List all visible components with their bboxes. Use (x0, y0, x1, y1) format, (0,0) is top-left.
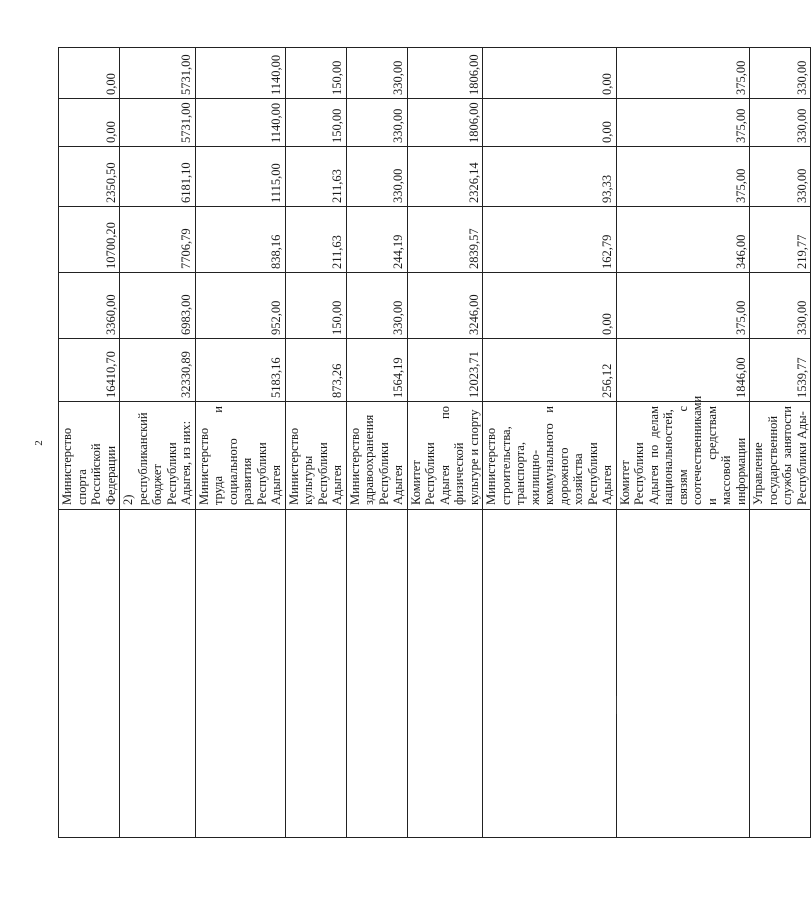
blank-cell (195, 510, 285, 838)
blank-cell (59, 510, 120, 838)
value-cell: 952,00 (195, 273, 285, 339)
blank-cell (750, 510, 811, 838)
row-name-cell: Министерство строительства, транспорта, жилищно-коммунального и дорожного хозяйства Республики Адыгея (483, 402, 617, 510)
table-row (407, 48, 483, 838)
scan-artifact (616, 696, 617, 714)
row-name-cell: Управление государственной службы занятости Республики Ады- (750, 402, 811, 510)
value-cell: 330,00 (346, 147, 407, 207)
blank-cell (407, 510, 483, 838)
value-cell: 5183,16 (195, 339, 285, 402)
row-name-cell: Министерство культуры Республики Адыгея (285, 402, 346, 510)
value-cell: 211,63 (285, 207, 346, 273)
value-cell: 375,00 (616, 99, 750, 147)
rotated-table-container (58, 48, 809, 838)
table-row (346, 48, 407, 838)
value-cell: 0,00 (59, 48, 120, 99)
value-cell: 375,00 (616, 147, 750, 207)
value-cell: 0,00 (59, 99, 120, 147)
landscape-page (58, 48, 809, 838)
value-cell: 330,00 (750, 99, 811, 147)
value-cell: 162,79 (483, 207, 617, 273)
blank-cell (483, 510, 617, 838)
value-cell: 1564,19 (346, 339, 407, 402)
value-cell: 32330,89 (120, 339, 196, 402)
value-cell: 330,00 (750, 147, 811, 207)
value-cell: 3360,00 (59, 273, 120, 339)
value-cell: 6181,10 (120, 147, 196, 207)
value-cell: 0,00 (483, 99, 617, 147)
value-cell: 330,00 (346, 99, 407, 147)
value-cell: 1115,00 (195, 147, 285, 207)
blank-cell (616, 510, 750, 838)
table-row (120, 48, 196, 838)
value-cell: 346,00 (616, 207, 750, 273)
value-cell: 2839,57 (407, 207, 483, 273)
value-cell: 2326,14 (407, 147, 483, 207)
value-cell: 150,00 (285, 99, 346, 147)
table-row (750, 48, 811, 838)
value-cell: 1140,00 (195, 99, 285, 147)
row-name-cell: Министерство спорта Российской Федерации (59, 402, 120, 510)
value-cell: 3246,00 (407, 273, 483, 339)
budget-table-body (59, 48, 811, 838)
value-cell: 0,00 (483, 48, 617, 99)
blank-cell (346, 510, 407, 838)
page-number: 2 (32, 440, 45, 446)
value-cell: 5731,00 (120, 99, 196, 147)
value-cell: 7706,79 (120, 207, 196, 273)
value-cell: 330,00 (346, 273, 407, 339)
value-cell: 150,00 (285, 48, 346, 99)
row-name-cell: Министерство здравоохранения Республики Адыгея (346, 402, 407, 510)
value-cell: 219,77 (750, 207, 811, 273)
value-cell: 2350,50 (59, 147, 120, 207)
value-cell: 10700,20 (59, 207, 120, 273)
value-cell: 6983,00 (120, 273, 196, 339)
row-name-cell: 2) республиканский бюджет Республики Адыгея, из них: (120, 402, 196, 510)
value-cell: 93,33 (483, 147, 617, 207)
table-row (195, 48, 285, 838)
value-cell: 1140,00 (195, 48, 285, 99)
value-cell: 5731,00 (120, 48, 196, 99)
value-cell: 838,16 (195, 207, 285, 273)
row-name-cell: Комитет Республики Адыгея по физической культуре и спорту (407, 402, 483, 510)
value-cell: 330,00 (750, 48, 811, 99)
table-row (616, 48, 750, 838)
value-cell: 375,00 (616, 273, 750, 339)
table-row (285, 48, 346, 838)
value-cell: 375,00 (616, 48, 750, 99)
row-name-cell: Комитет Республики Адыгея по делам национальностей, связям с соотечественниками и средствам массовой информации (616, 402, 750, 510)
value-cell: 873,26 (285, 339, 346, 402)
value-cell: 0,00 (483, 273, 617, 339)
table-row (483, 48, 617, 838)
value-cell: 150,00 (285, 273, 346, 339)
value-cell: 330,00 (750, 273, 811, 339)
value-cell: 1806,00 (407, 99, 483, 147)
value-cell: 1806,00 (407, 48, 483, 99)
blank-cell (285, 510, 346, 838)
value-cell: 330,00 (346, 48, 407, 99)
table-row (59, 48, 120, 838)
row-name-cell: Министерство труда и социального развития Республики Адыгея (195, 402, 285, 510)
value-cell: 256,12 (483, 339, 617, 402)
value-cell: 16410,70 (59, 339, 120, 402)
value-cell: 1846,00 (616, 339, 750, 402)
value-cell: 244,19 (346, 207, 407, 273)
value-cell: 1539,77 (750, 339, 811, 402)
blank-cell (120, 510, 196, 838)
value-cell: 12023,71 (407, 339, 483, 402)
value-cell: 211,63 (285, 147, 346, 207)
budget-table (58, 47, 811, 838)
